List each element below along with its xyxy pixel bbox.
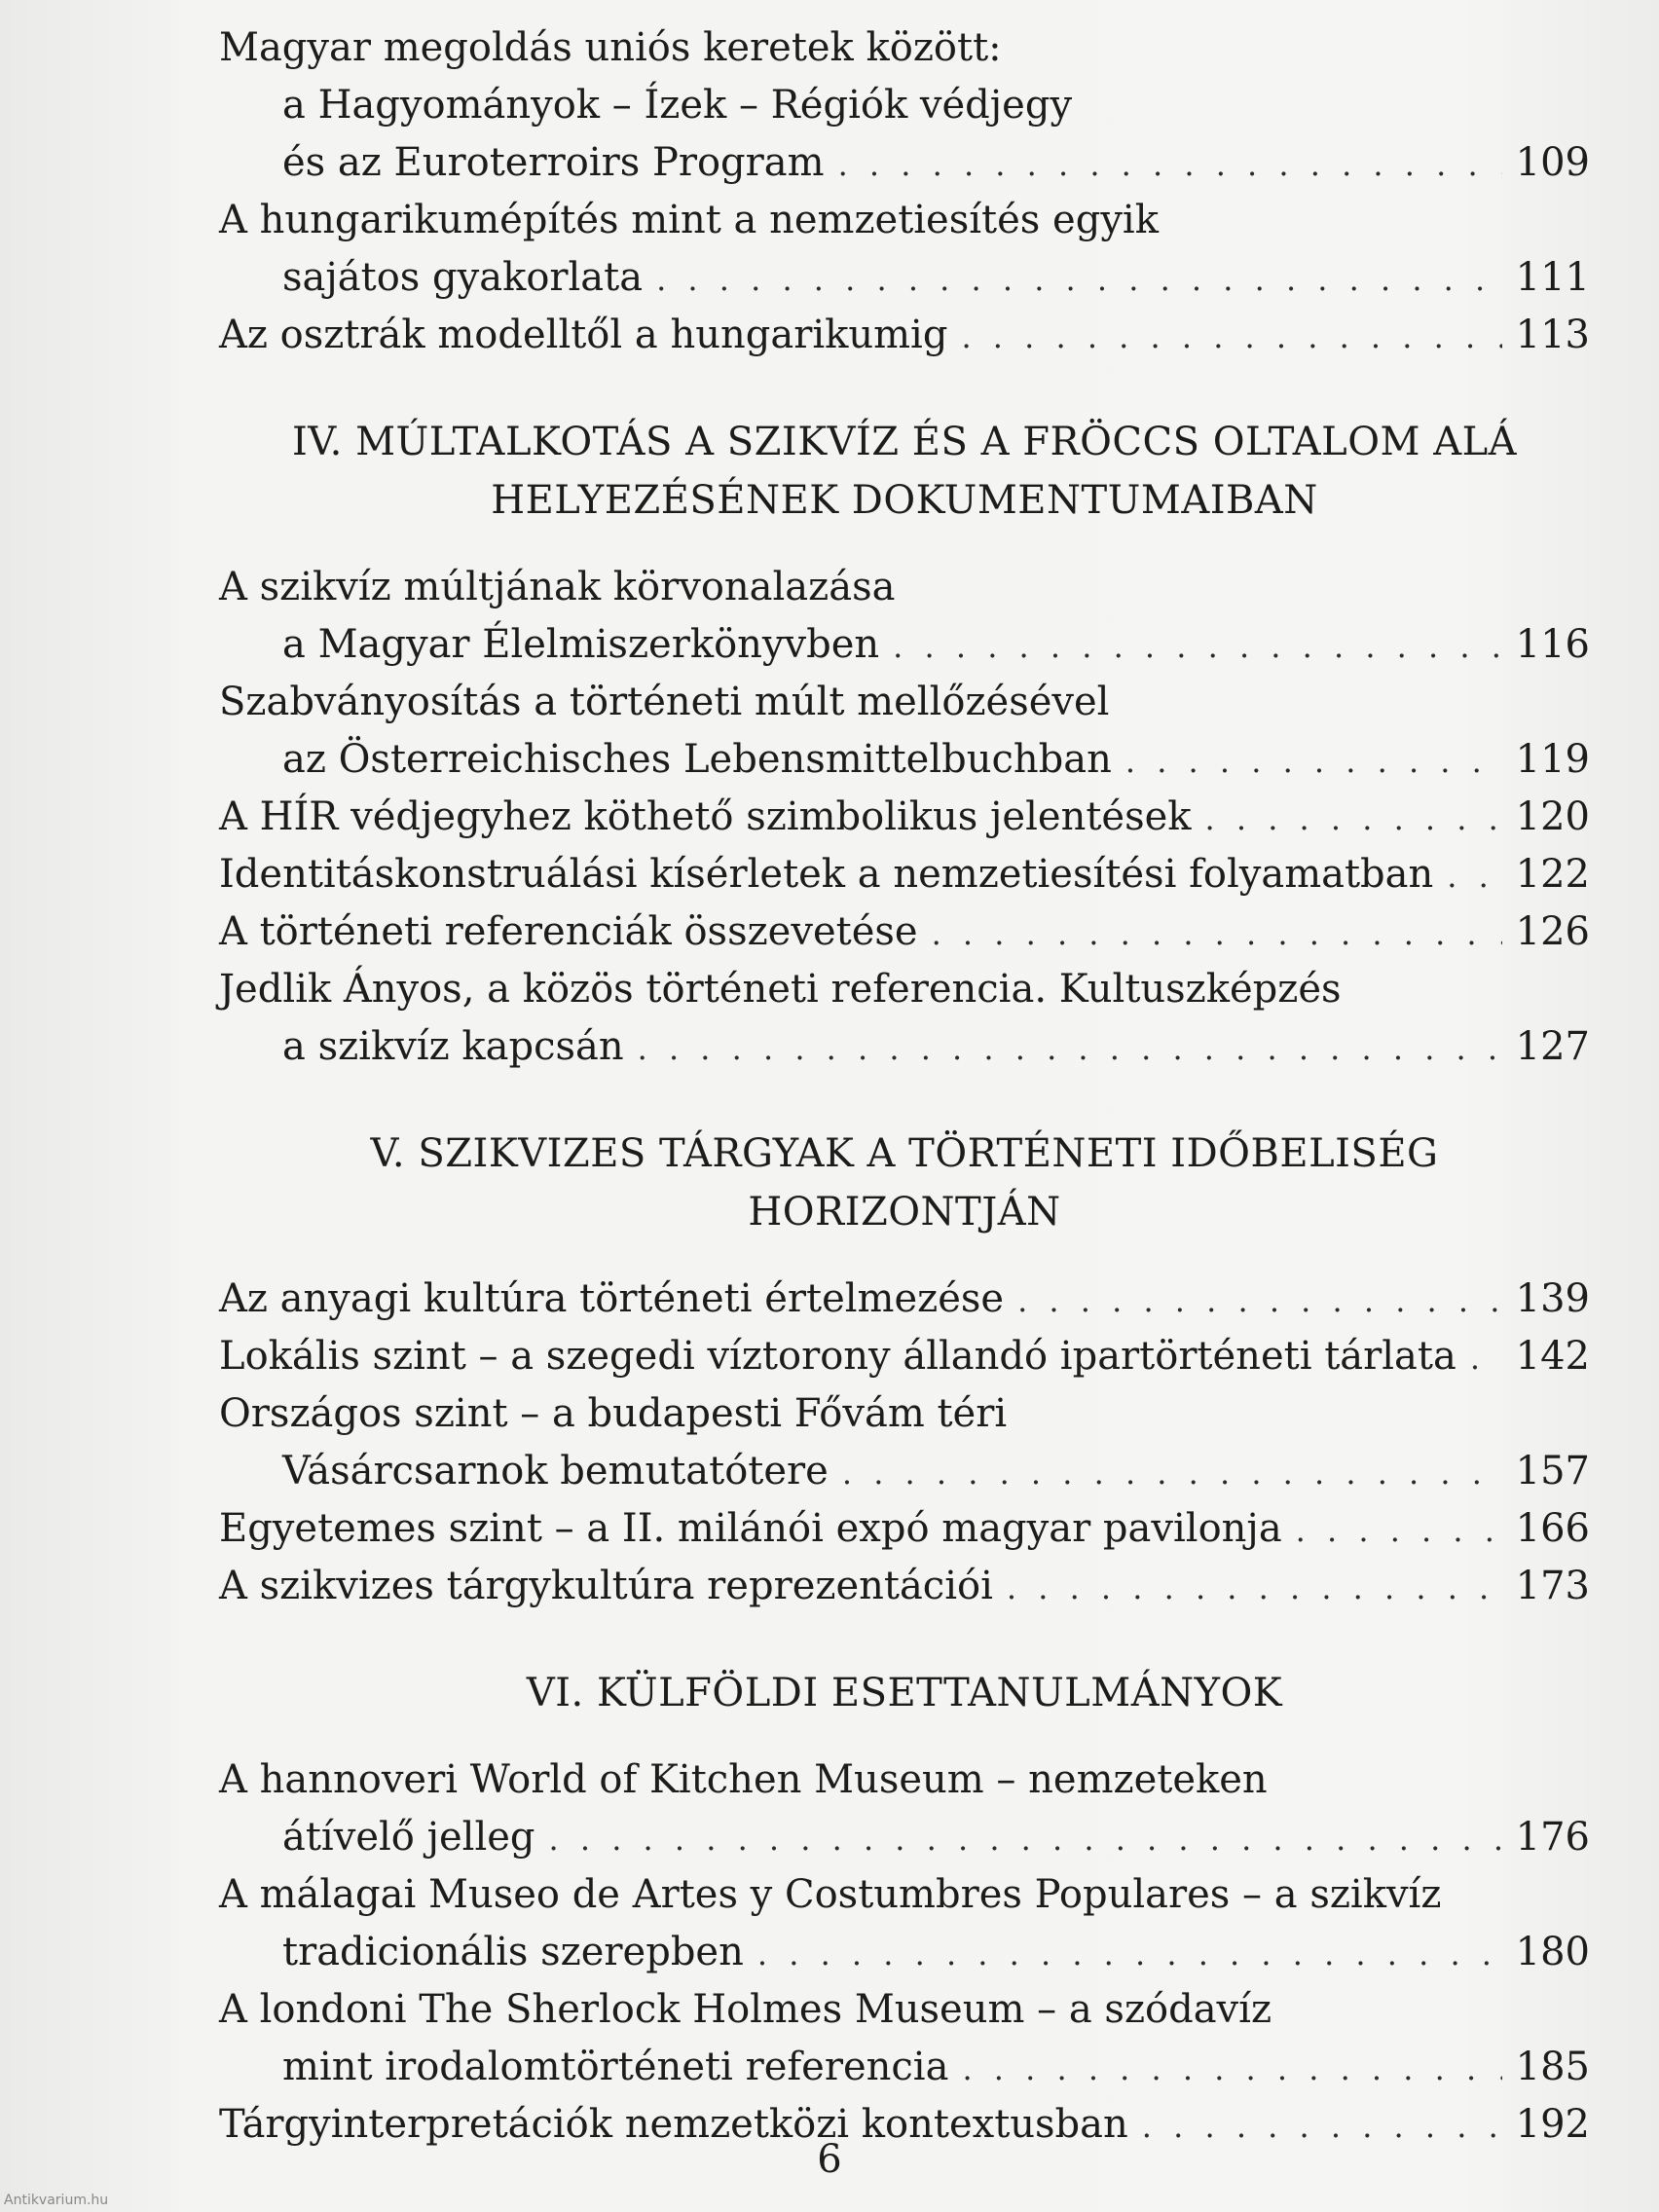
dot-leader: [932, 905, 1502, 963]
toc-entry-line: [219, 1385, 1590, 1443]
toc-page-number: 157: [1515, 1449, 1590, 1493]
toc-page-number: 185: [1515, 2045, 1590, 2089]
dot-leader: [1017, 1272, 1502, 1330]
toc-entry-line: [219, 77, 1590, 134]
toc-entry-title: A szikvíz múltjának körvonalazása: [219, 565, 896, 609]
toc-entry-line: [219, 559, 1590, 616]
watermark: Antikvarium.hu: [4, 2193, 109, 2208]
toc-entry: [219, 1271, 1590, 1328]
dot-leader: [549, 1811, 1502, 1868]
toc-entry: [219, 674, 1590, 789]
toc-entry-line: [219, 1981, 1590, 2039]
toc-entry: [219, 1500, 1590, 1558]
toc-entry-line: [219, 674, 1590, 731]
dot-leader: [1296, 1502, 1502, 1560]
toc-page-number: 116: [1515, 622, 1590, 667]
toc-page-number: 192: [1515, 2102, 1590, 2147]
toc-entry-title: Egyetemes szint – a II. milánói expó magyar pavilonja: [219, 1506, 1282, 1551]
toc-entry-title: Jedlik Ányos, a közös történeti referencia. Kultuszképzés: [219, 967, 1342, 1012]
dot-leader: [962, 2041, 1501, 2098]
toc-entry-line: [219, 1558, 1590, 1615]
toc-entry-line: [219, 1443, 1590, 1500]
toc-entry-line: [219, 307, 1590, 364]
chapter-heading-line: V. SZIKVIZES TÁRGYAK A TÖRTÉNETI IDŐBELISÉG: [370, 1131, 1439, 1176]
toc-entry-title: Lokális szint – a szegedi víztorony állandó ipartörténeti tárlata: [219, 1334, 1456, 1379]
chapter-heading-line: IV. MÚLTALKOTÁS A SZIKVÍZ ÉS A FRÖCCS OLTALOM ALÁ: [291, 420, 1518, 464]
toc-page-number: 166: [1515, 1506, 1590, 1551]
toc-entry: [219, 1328, 1590, 1385]
toc-entry-line: [219, 1328, 1590, 1385]
toc-entry-line: [219, 1018, 1590, 1076]
dot-leader: [656, 251, 1502, 309]
chapter-heading: [219, 1076, 1590, 1271]
dot-leader: [1447, 848, 1501, 905]
toc-entry: [219, 1981, 1590, 2096]
toc-entry: [219, 19, 1590, 192]
toc-entry-line: [219, 789, 1590, 846]
dot-leader: [893, 618, 1501, 676]
toc-entry-line: [219, 846, 1590, 903]
toc-entry: [219, 789, 1590, 846]
dot-leader: [1125, 733, 1502, 791]
toc-entry-title: A londoni The Sherlock Holmes Museum – a szódavíz: [219, 1987, 1272, 2032]
toc-entry: [219, 1558, 1590, 1615]
toc-entry: [219, 846, 1590, 903]
toc-entry-title: és az Euroterroirs Program: [282, 140, 825, 185]
toc-entry-line: [219, 249, 1590, 307]
toc-page-number: 126: [1515, 909, 1590, 954]
toc-entry-title: Tárgyinterpretációk nemzetközi kontextusban: [219, 2102, 1128, 2147]
toc-entry-line: [219, 1866, 1590, 1924]
dot-leader: [1007, 1560, 1502, 1617]
toc-entry-line: [219, 1924, 1590, 1981]
chapter-heading: [219, 364, 1590, 559]
toc-entry: [219, 192, 1590, 307]
toc-page-number: 111: [1515, 255, 1590, 300]
toc-entry: [219, 961, 1590, 1076]
toc-entry-title: tradicionális szerepben: [282, 1930, 744, 1974]
toc-entry-line: [219, 1751, 1590, 1809]
dot-leader: [1470, 1330, 1502, 1387]
table-of-contents: [219, 19, 1590, 2154]
toc-entry-title: átívelő jelleg: [282, 1815, 535, 1860]
toc-entry-title: mint irodalomtörténeti referencia: [282, 2045, 949, 2089]
toc-entry-title: a szikvíz kapcsán: [282, 1024, 624, 1069]
toc-entry-title: A szikvizes tárgykultúra reprezentációi: [219, 1564, 993, 1608]
toc-entry-title: Országos szint – a budapesti Fővám téri: [219, 1391, 1008, 1436]
toc-entry-title: A hungarikumépítés mint a nemzetiesítés egyik: [219, 198, 1159, 242]
toc-entry: [219, 559, 1590, 674]
toc-entry-title: sajátos gyakorlata: [282, 255, 644, 300]
dot-leader: [961, 309, 1501, 366]
chapter-heading-line: HELYEZÉSÉNEK DOKUMENTUMAIBAN: [491, 478, 1318, 523]
toc-entry-title: A történeti referenciák összevetése: [219, 909, 918, 954]
toc-entry-line: [219, 1500, 1590, 1558]
toc-entry-title: a Magyar Élelmiszerkönyvben: [282, 622, 880, 667]
toc-page-number: 176: [1515, 1815, 1590, 1860]
toc-entry-line: [219, 19, 1590, 77]
toc-entry-line: [219, 903, 1590, 961]
toc-page-number: 139: [1515, 1276, 1590, 1321]
page-number: 6: [817, 2137, 842, 2182]
toc-page-number: 122: [1515, 852, 1590, 897]
chapter-heading-line: VI. KÜLFÖLDI ESETTANULMÁNYOK: [526, 1671, 1283, 1715]
toc-entry-title: a Hagyományok – Ízek – Régiók védjegy: [282, 83, 1073, 128]
toc-entry-line: [219, 961, 1590, 1018]
toc-entry-title: Magyar megoldás uniós keretek között:: [219, 25, 1002, 70]
toc-entry-line: [219, 134, 1590, 192]
toc-entry-title: Vásárcsarnok bemutatótere: [282, 1449, 829, 1493]
dot-leader: [838, 136, 1502, 194]
toc-page-number: 127: [1515, 1024, 1590, 1069]
toc-page-number: 119: [1515, 737, 1590, 782]
chapter-heading: [219, 1615, 1590, 1751]
toc-page-number: 113: [1515, 313, 1590, 357]
toc-entry: [219, 903, 1590, 961]
toc-entry-title: Az osztrák modelltől a hungarikumig: [219, 313, 948, 357]
toc-entry-line: [219, 731, 1590, 789]
dot-leader: [757, 1926, 1502, 1983]
toc-entry-line: [219, 1271, 1590, 1328]
toc-page-number: 109: [1515, 140, 1590, 185]
toc-entry-title: A hannoveri World of Kitchen Museum – nemzeteken: [219, 1757, 1268, 1802]
toc-entry-title: Szabványosítás a történeti múlt mellőzésével: [219, 680, 1110, 724]
toc-entry-line: [219, 2039, 1590, 2096]
dot-leader: [638, 1020, 1502, 1078]
toc-entry-title: Identitáskonstruálási kísérletek a nemzetiesítési folyamatban: [219, 852, 1434, 897]
toc-page-number: 120: [1515, 794, 1590, 839]
toc-entry: [219, 307, 1590, 364]
dot-leader: [1205, 791, 1502, 848]
toc-entry: [219, 1866, 1590, 1981]
dot-leader: [842, 1445, 1502, 1502]
toc-page-number: 180: [1515, 1930, 1590, 1974]
toc-entry-title: A HÍR védjegyhez köthető szimbolikus jelentések: [219, 794, 1192, 839]
toc-entry-title: Az anyagi kultúra történeti értelmezése: [219, 1276, 1005, 1321]
toc-entry-title: az Österreichisches Lebensmittelbuchban: [282, 737, 1112, 782]
toc-entry: [219, 1385, 1590, 1500]
toc-page-number: 142: [1515, 1334, 1590, 1379]
toc-page-number: 173: [1515, 1564, 1590, 1608]
toc-entry-line: [219, 616, 1590, 674]
toc-entry-line: [219, 1809, 1590, 1866]
toc-entry-line: [219, 192, 1590, 249]
toc-entry-title: A málagai Museo de Artes y Costumbres Populares – a szikvíz: [219, 1872, 1442, 1917]
chapter-heading-line: HORIZONTJÁN: [748, 1190, 1061, 1235]
toc-entry: [219, 1751, 1590, 1866]
